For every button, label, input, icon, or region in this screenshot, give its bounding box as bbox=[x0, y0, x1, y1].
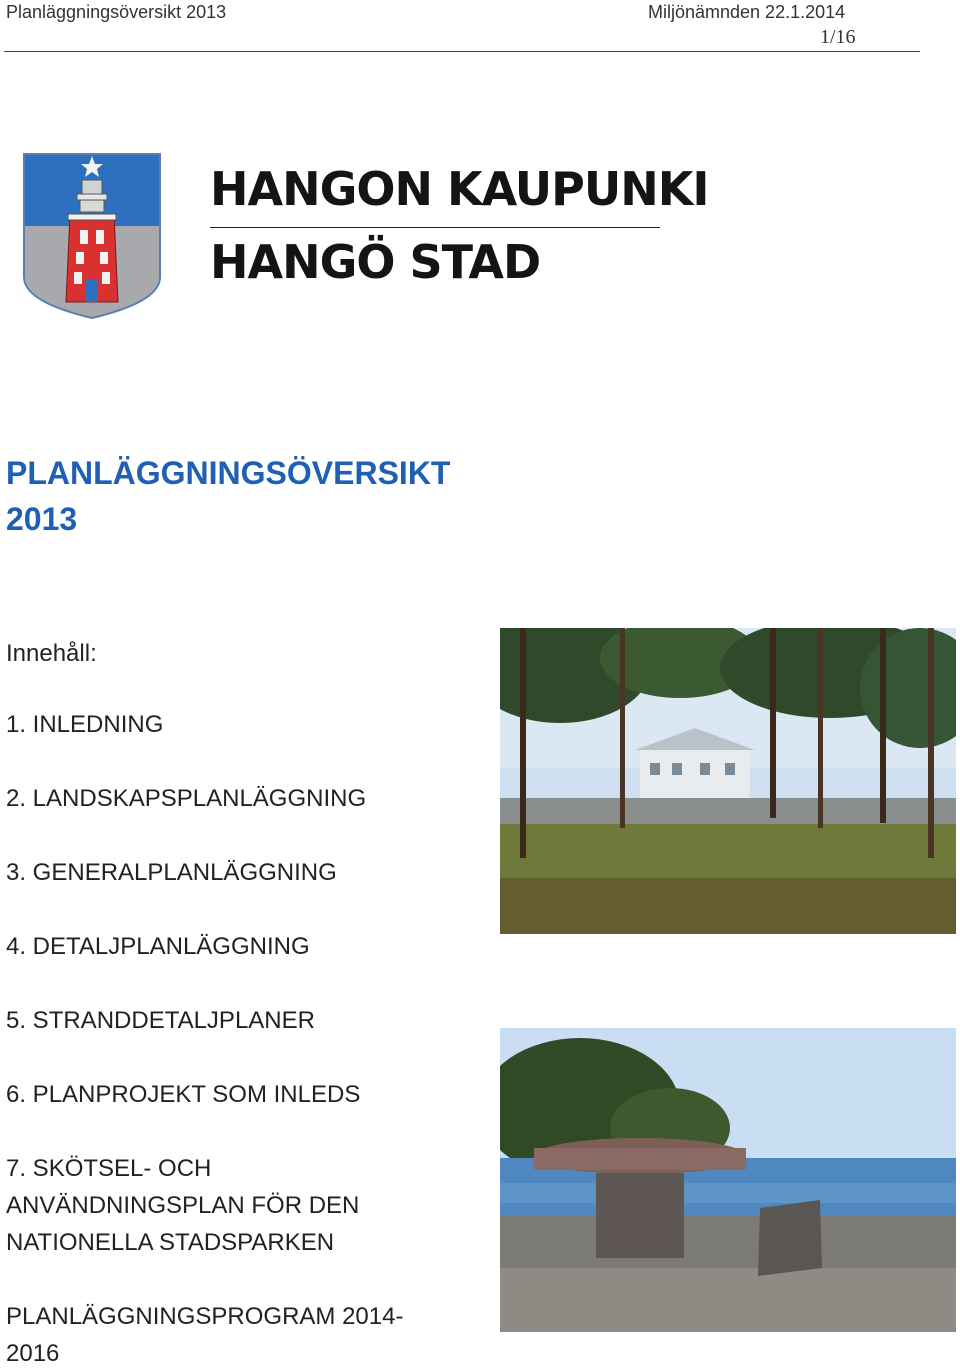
planning-program-heading: PLANLÄGGNINGSPROGRAM 2014-2016 bbox=[6, 1303, 404, 1367]
toc-item: 2. LANDSKAPSPLANLÄGGNING bbox=[6, 785, 367, 812]
stone-table-seaside-photo bbox=[500, 1028, 956, 1332]
coat-of-arms-icon bbox=[22, 152, 162, 320]
logo-name-finnish: HANGON KAUPUNKI bbox=[210, 162, 709, 216]
toc-item: 6. PLANPROJEKT SOM INLEDS bbox=[6, 1081, 361, 1108]
header-divider bbox=[4, 51, 920, 52]
toc-item: 1. INLEDNING bbox=[6, 711, 164, 738]
page-number: 1/16 bbox=[820, 26, 856, 48]
header-document-title: Planläggningsöversikt 2013 bbox=[6, 2, 227, 22]
logo-name-swedish: HANGÖ STAD bbox=[210, 235, 541, 289]
toc-heading: Innehåll: bbox=[6, 640, 97, 667]
page-title bbox=[6, 450, 450, 542]
header-meeting-date: Miljönämnden 22.1.2014 bbox=[648, 2, 846, 22]
toc-item: 5. STRANDDETALJPLANER bbox=[6, 1007, 315, 1034]
toc-item: 4. DETALJPLANLÄGGNING bbox=[6, 933, 310, 960]
page-title-line-1: PLANLÄGGNINGSÖVERSIKT bbox=[6, 455, 451, 491]
page-title-line-2: 2013 bbox=[6, 501, 78, 537]
toc-item: 7. SKÖTSEL- OCH ANVÄNDNINGSPLAN FÖR DEN NATIONELLA STADSPARKEN bbox=[6, 1155, 360, 1256]
logo-divider bbox=[210, 227, 660, 228]
park-villa-photo bbox=[500, 628, 956, 934]
toc-item: 3. GENERALPLANLÄGGNING bbox=[6, 859, 337, 886]
